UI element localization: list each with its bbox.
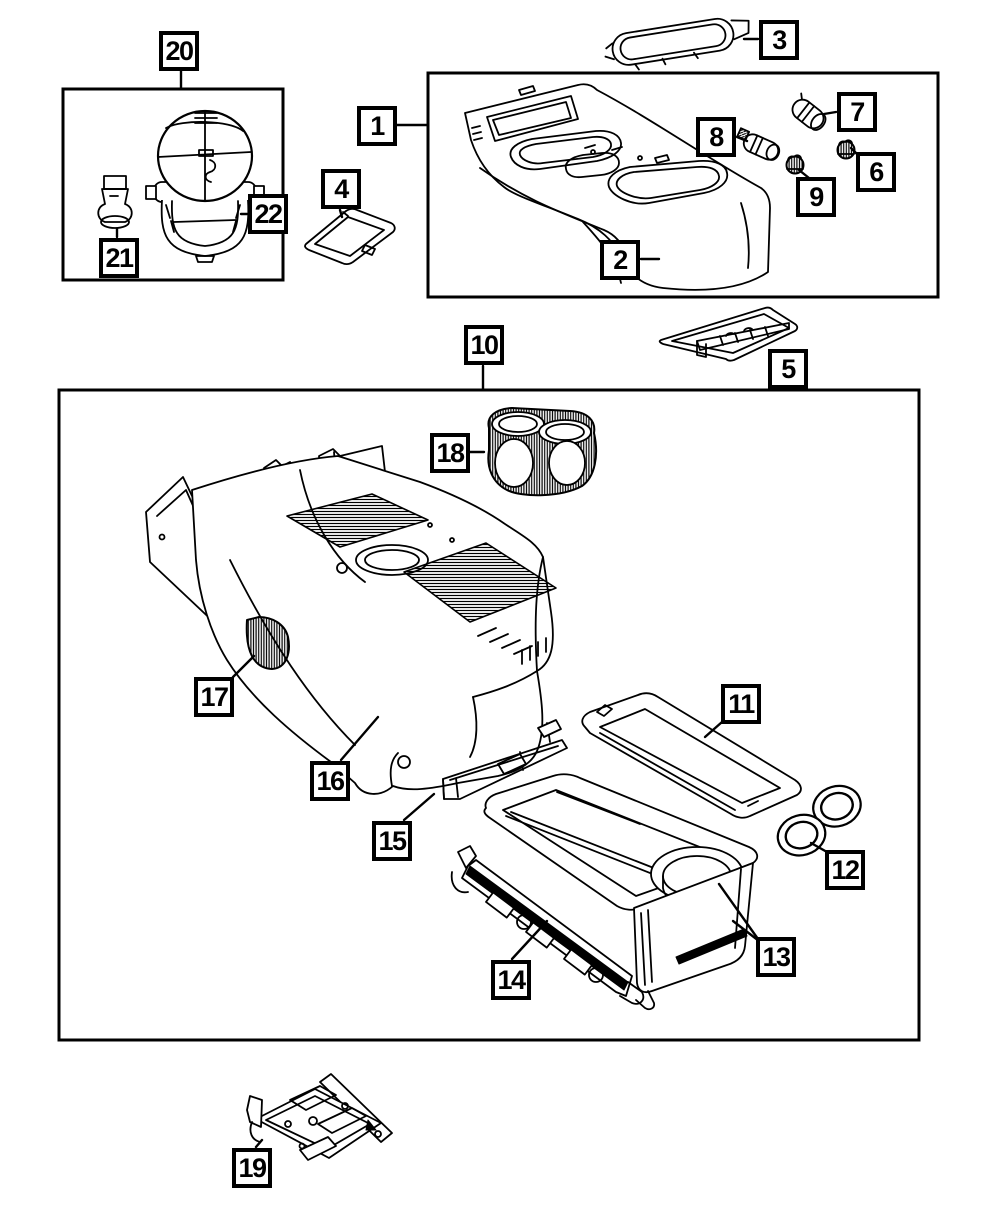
cupholder-insert-illustration: [488, 408, 596, 495]
callout-17[interactable]: 17: [194, 677, 234, 717]
callout-20[interactable]: 20: [159, 31, 199, 71]
callout-9[interactable]: 9: [796, 177, 836, 217]
callout-18[interactable]: 18: [430, 433, 470, 473]
callout-4[interactable]: 4: [321, 169, 361, 209]
callout-7[interactable]: 7: [837, 92, 877, 132]
shifter-bezel-ring-illustration: [602, 14, 753, 75]
knob-part-21-illustration: [98, 176, 132, 228]
callout-1[interactable]: 1: [357, 106, 397, 146]
callout-21[interactable]: 21: [99, 238, 139, 278]
callout-10[interactable]: 10: [464, 325, 504, 365]
callout-12[interactable]: 12: [825, 850, 865, 890]
console-body-illustration: [146, 446, 561, 794]
callout-2[interactable]: 2: [600, 240, 640, 280]
callout-16[interactable]: 16: [310, 761, 350, 801]
power-outlet-socket-illustration: [734, 128, 782, 163]
callout-19[interactable]: 19: [232, 1148, 272, 1188]
callout-8[interactable]: 8: [696, 117, 736, 157]
callout-13[interactable]: 13: [756, 937, 796, 977]
callout-6[interactable]: 6: [856, 152, 896, 192]
callout-5[interactable]: 5: [768, 349, 808, 389]
callout-3[interactable]: 3: [759, 20, 799, 60]
callout-22[interactable]: 22: [248, 194, 288, 234]
rubber-mat-tray-illustration: [305, 209, 395, 264]
callout-15[interactable]: 15: [372, 821, 412, 861]
callout-14[interactable]: 14: [491, 960, 531, 1000]
callout-11[interactable]: 11: [721, 684, 761, 724]
